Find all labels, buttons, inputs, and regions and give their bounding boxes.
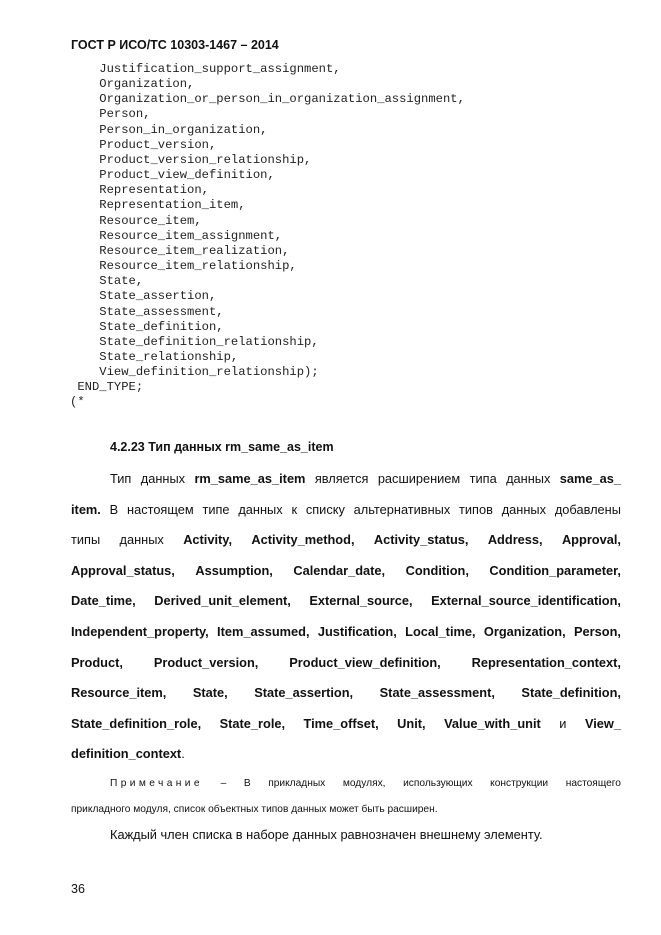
paragraph-line <box>71 464 621 495</box>
paragraph-line <box>71 525 621 556</box>
paragraph-line <box>71 648 621 679</box>
word: конструкции <box>490 778 549 789</box>
paragraph-line <box>71 495 621 526</box>
word: Independent_property, <box>71 623 209 639</box>
code-line: View_definition_relationship); <box>70 365 319 380</box>
word: Organization, <box>483 623 566 639</box>
paragraph-line <box>71 556 621 587</box>
code-line: Person, <box>70 107 151 122</box>
word: definition_context <box>71 746 182 762</box>
closing-paragraph: Каждый член списка в наборе данных равнозначен внешнему элементу. <box>110 827 543 842</box>
word: расширением <box>377 471 461 486</box>
word: rm_same_as_item <box>194 471 306 486</box>
word-bold: item. <box>71 501 101 517</box>
page-number: 36 <box>71 882 85 896</box>
code-line: Product_view_definition, <box>70 168 275 183</box>
paragraph-line <box>71 586 621 617</box>
paragraph-line <box>71 617 621 648</box>
word: Approval_status, <box>71 562 175 578</box>
word: прикладных <box>268 778 326 789</box>
word: добавлены <box>554 501 621 517</box>
word: типы <box>71 532 101 548</box>
word: типа <box>469 471 497 486</box>
word: Justification, <box>317 623 397 639</box>
word: Activity_status, <box>373 532 469 548</box>
word: типе <box>202 501 230 517</box>
word: State, <box>192 685 228 701</box>
word: Unit, <box>397 715 426 731</box>
word: Product, <box>71 654 123 670</box>
code-line: Justification_support_assignment, <box>70 62 341 76</box>
paragraph-line <box>71 739 621 770</box>
word: State_definition, <box>521 685 621 701</box>
word: Time_offset, <box>303 715 379 731</box>
word: настоящем <box>127 501 194 517</box>
paragraph-line <box>71 678 621 709</box>
code-line: State_definition, <box>70 319 224 334</box>
word: Assumption, <box>195 562 273 578</box>
word: State_definition_role, <box>71 715 202 731</box>
code-line: Product_version_relationship, <box>70 152 312 167</box>
word: использующих <box>403 778 473 789</box>
word: Local_time, <box>405 623 476 639</box>
note-text: прикладного модуля, список объектных типов данных может быть расширен. <box>71 804 438 815</box>
word: Тип <box>110 471 132 486</box>
express-code-block <box>70 62 465 411</box>
word: View_ <box>584 715 621 731</box>
word: External_source_identification, <box>431 593 621 609</box>
word: Activity, <box>183 532 233 548</box>
code-line: Organization_or_person_in_organization_assignment, <box>70 92 465 107</box>
word: Date_time, <box>71 593 136 609</box>
code-line: State_assessment, <box>70 304 224 319</box>
word: Condition_parameter, <box>489 562 621 578</box>
code-line: Organization, <box>70 77 195 92</box>
word: Person, <box>574 623 621 639</box>
word: Activity_method, <box>251 532 355 548</box>
word: same_as_ <box>559 471 621 486</box>
note-line <box>71 771 621 797</box>
word: списку <box>305 501 345 517</box>
word: Derived_unit_element, <box>154 593 291 609</box>
code-line: State_assertion, <box>70 289 217 304</box>
code-line: State_definition_relationship, <box>70 334 319 349</box>
word: State_assessment, <box>379 685 495 701</box>
word: Address, <box>487 532 543 548</box>
code-line: State_relationship, <box>70 349 239 364</box>
word: и <box>559 715 567 731</box>
code-line: Representation_item, <box>70 198 246 213</box>
word: Calendar_date, <box>293 562 386 578</box>
paragraph-line <box>71 709 621 740</box>
word: . <box>181 746 185 762</box>
word: State_assertion, <box>254 685 354 701</box>
word: данных <box>140 471 186 486</box>
word: настоящего <box>565 778 621 789</box>
word: Item_assumed, <box>217 623 310 639</box>
word: Condition, <box>405 562 469 578</box>
word: В <box>109 501 119 517</box>
word: В <box>243 778 251 789</box>
code-line: Resource_item_realization, <box>70 243 290 258</box>
code-line: END_TYPE; <box>70 380 144 395</box>
body-paragraph <box>71 464 621 770</box>
word: Product_version, <box>153 654 259 670</box>
word: данных <box>119 532 164 548</box>
word: типов <box>459 501 493 517</box>
page-header: ГОСТ Р ИСО/ТС 10303-1467 – 2014 <box>71 38 279 52</box>
word: Resource_item, <box>71 685 167 701</box>
code-line: State, <box>70 274 144 289</box>
word: External_source, <box>309 593 413 609</box>
code-line: Representation, <box>70 183 209 198</box>
word: альтернативных <box>353 501 451 517</box>
code-line: Person_in_organization, <box>70 122 268 137</box>
word: – <box>220 778 227 789</box>
word: State_role, <box>219 715 286 731</box>
note-paragraph <box>71 771 621 823</box>
code-line: Resource_item, <box>70 213 202 228</box>
code-line: Resource_item_relationship, <box>70 259 297 274</box>
word: является <box>314 471 369 486</box>
code-line: Resource_item_assignment, <box>70 228 283 243</box>
word: Approval, <box>561 532 621 548</box>
word: Product_view_definition, <box>289 654 441 670</box>
code-line: (* <box>70 395 85 410</box>
word <box>71 495 101 526</box>
word: модулях, <box>342 778 386 789</box>
word: к <box>291 501 298 517</box>
word: данных <box>238 501 283 517</box>
note-line <box>71 797 621 823</box>
note-label: Примечание <box>110 778 203 789</box>
word: Value_with_unit <box>444 715 541 731</box>
section-heading: 4.2.23 Тип данных rm_same_as_item <box>110 440 334 454</box>
word: Representation_context, <box>471 654 621 670</box>
word: данных <box>506 471 551 486</box>
code-line: Product_version, <box>70 137 217 152</box>
word: данных <box>501 501 547 517</box>
